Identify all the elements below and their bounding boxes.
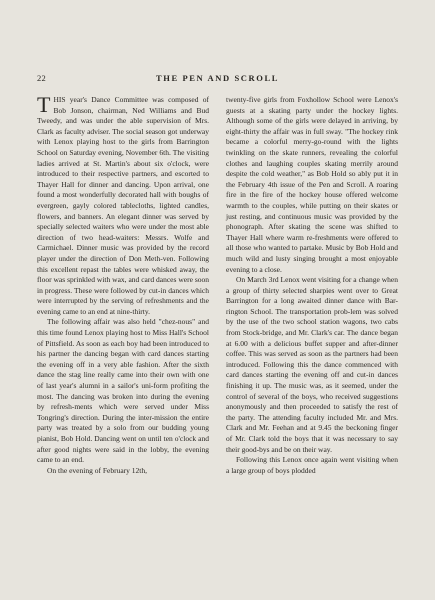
- running-head: [37, 73, 398, 87]
- paragraph: The following affair was also held "chez-nous" and this time found Lenox playing host to Miss Hall's School of Pittsfield. As soon as each boy had been introduced to his partner the dancing began with card dances starting the evening off in a very able fashion. After the sixth dance the stag line really came into their own with one of last year's alumni in a sailor's uni-form profiting the most. The dancing was broken into during the evening by refresh-ments which were served under Miss Tongring's direction. During the inter-mission the entire party was treated by a solo from our budding young pianist, Bob Hold. Dancing went on until ten o'clock and after good nights were said in the lobby, the evening came to an end.: [37, 317, 209, 465]
- paragraph: twenty-five girls from Foxhollow School were Lenox's guests at a skating party under the hockey lights. Although some of the girls were delayed in arriving, by eight-thirty the affair was in full sway. "The hockey rink became a colorful merry-go-round with the lights twinkling on the skate runners, revealing the colorful clothes and laughing couples skating merrily around despite the cold weather," as Bob Hold so ably put it in the February 4th issue of the Pen and Scroll. A roaring fire in the fire of the hockey house offered welcome warmth to the couples, while putting on their skates or just resting, and continuous music was provided by the phonograph. After skating the scene was shifted to Thayer Hall where warm re-freshments were offered to all those who wanted to partake. Music by Bob Hold and much wild and lusty singing brought a most enjoyable evening to a close.: [226, 95, 398, 274]
- paragraph: Following this Lenox once again went visiting when a large group of boys plodded: [226, 455, 398, 475]
- paragraph: On the evening of February 12th,: [47, 465, 147, 475]
- page-number: 22: [37, 73, 47, 83]
- paragraph: [37, 92, 209, 317]
- article-body: [37, 92, 398, 585]
- journal-title: THE PEN AND SCROLL: [155, 73, 280, 83]
- paragraph-text: HIS year's Dance Committee was composed of Bob Jonson, chairman, Ned Williams and Bud Tweedy, and was under the able supervision of Mrs. Clark as faculty adviser. The social season got underway with Lenox playing host to the girls from Barrington School on Saturday evening, November 6th. The visiting ladies arrived at St. Martin's about six o'clock, were introduced to their respective partners, and escorted to Thayer Hall for dinner and dancing. Upon arrival, one found a most wonderfully decorated hall with boughs of evergreen, gayly colored tablecloths, lighted candles, flowers, and banners. An elegant dinner was served by specially selected waiters who were under the most able direction of two head-waiters: Messrs. Wolfe and Carmichael. Dinner music was provided by the record player under the direction of Don Meth-ven. Following this excellent repast the tables were whisked away, the floor was sprinkled with wax, and card dances were soon in progress. These were followed by cut-in dances which were interrupted by the serving of refreshments and the evening came to an end at nine-thirty.: [37, 95, 209, 316]
- drop-cap: T: [37, 92, 51, 117]
- left-column: [37, 92, 209, 585]
- right-column: [226, 95, 398, 585]
- paragraph: On March 3rd Lenox went visiting for a change when a group of thirty selected sharpies went over to Great Barrington for a long awaited dinner dance with Bar-rington School. The transportation prob-lem was solved by the use of the two school station wagons, two cabs from Stock-bridge, and Mr. Clark's car. The dance began at 6.00 with a delicious buffet supper and after-dinner coffee. This was served as soon as the partners had been introduced. Following this the dance commenced with card dances starting the evening off and cut-in dances finishing it up. The music was, as it seemed, under the control of several of the boys, who received suggestions anonymously and then proceeded to satisfy the rest of the party. The attending faculty included Mr. and Mrs. Clark and Mr. Feehan and at 9.45 the beckoning finger of Mr. Clark told the boys that it was necessary to say their good-bys and be on their way.: [226, 275, 398, 454]
